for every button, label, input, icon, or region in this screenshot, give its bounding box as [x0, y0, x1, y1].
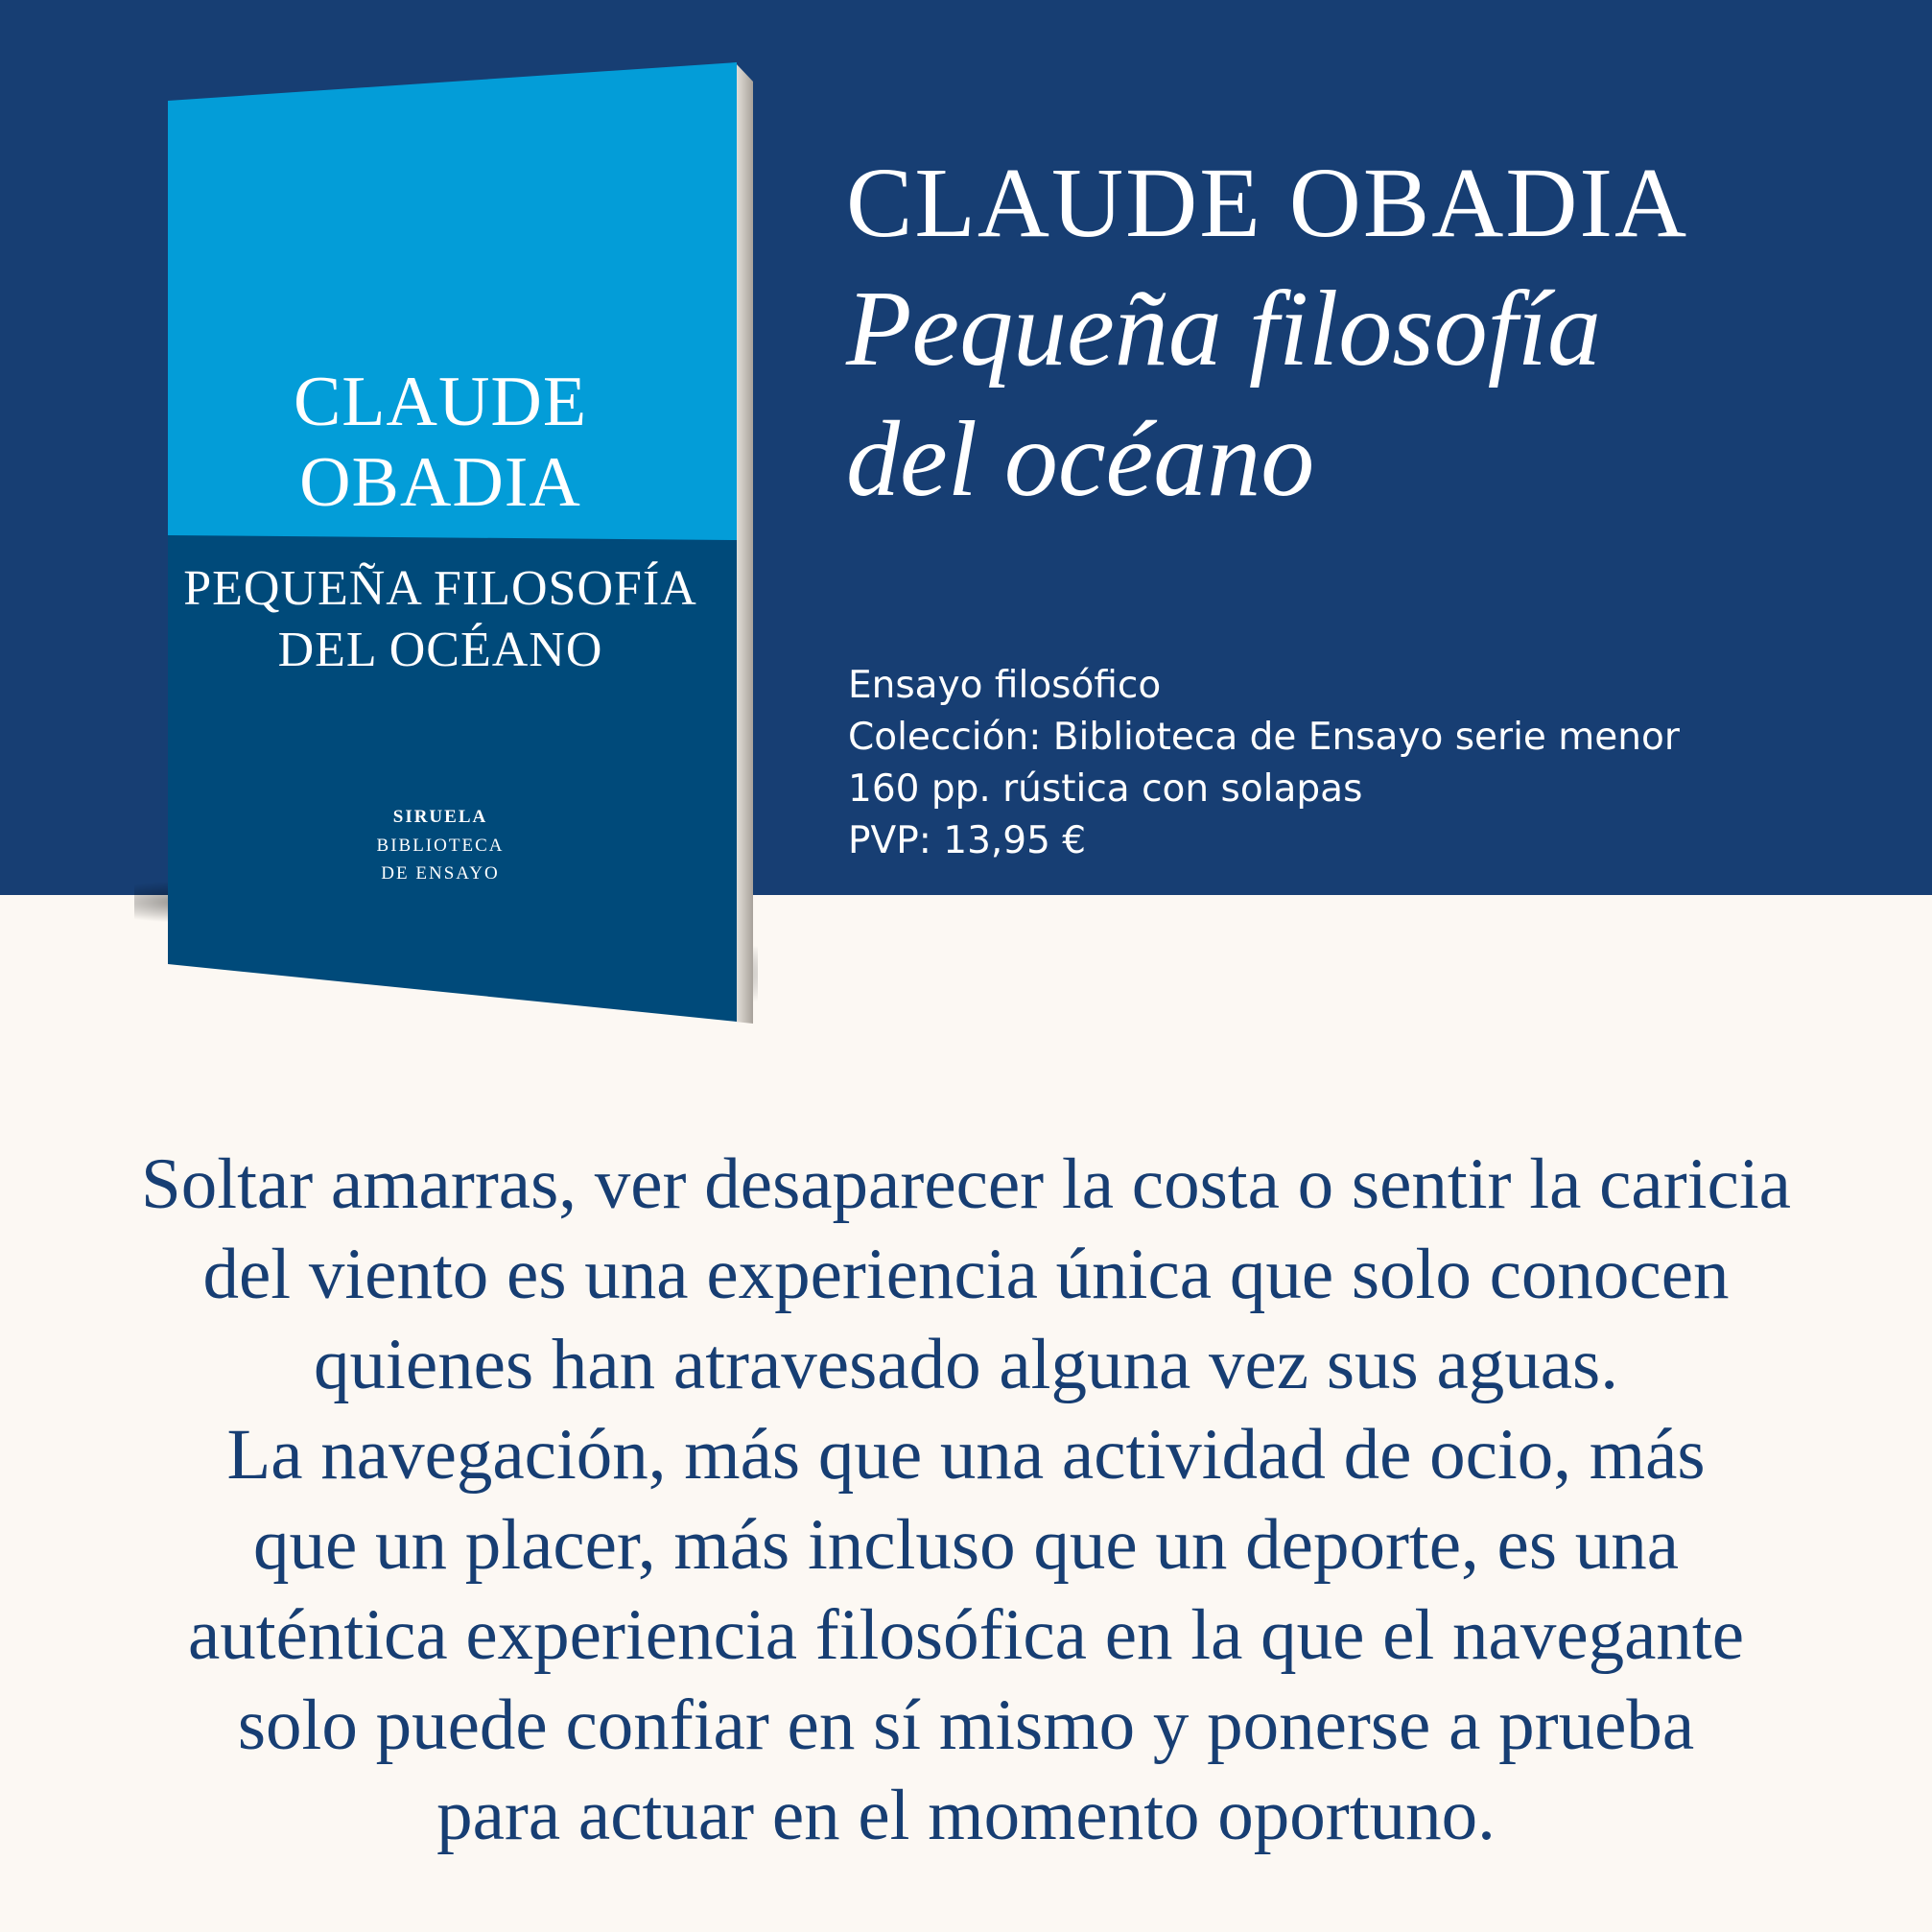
headline-title-line: del océano — [846, 400, 1315, 519]
book-details — [848, 660, 1680, 867]
headline-author: CLAUDE OBADIA — [846, 148, 1689, 258]
book-pages-edge — [735, 62, 753, 1024]
synopsis-line: La navegación, más que una actividad de ocio, más — [226, 1415, 1706, 1495]
synopsis-line: solo puede confiar en sí mismo y ponerse a prueba — [237, 1685, 1695, 1765]
synopsis-line: para actuar en el momento oportuno. — [436, 1776, 1496, 1855]
book-cover-illustration — [134, 53, 758, 1036]
synopsis-line: del viento es una experiencia única que solo conocen — [202, 1235, 1730, 1314]
book-cover — [134, 53, 758, 1036]
cover-author — [167, 362, 714, 523]
headline-title — [846, 264, 1601, 525]
book-genre: Ensayo filosófico — [848, 664, 1162, 707]
cover-publisher: SIRUELA — [392, 807, 488, 827]
cover-author-line: CLAUDE — [293, 363, 588, 441]
cover-title-line: DEL OCÉANO — [277, 623, 603, 677]
cover-series-line: DE ENSAYO — [381, 863, 500, 884]
book-format: 160 pp. rústica con solapas — [848, 767, 1363, 811]
synopsis-line: que un placer, más incluso que un deporte, es una — [252, 1505, 1680, 1585]
cover-author-line: OBADIA — [299, 443, 581, 522]
book-price: PVP: 13,95 € — [848, 819, 1087, 862]
headline-title-line: Pequeña filosofía — [846, 270, 1602, 389]
synopsis — [38, 1140, 1894, 1861]
cover-title — [167, 558, 714, 681]
synopsis-line: quienes han atravesado alguna vez sus aguas. — [314, 1325, 1618, 1404]
synopsis-line: Soltar amarras, ver desaparecer la costa o sentir la caricia — [141, 1144, 1791, 1224]
cover-series-line: BIBLIOTECA — [376, 836, 505, 856]
synopsis-line: auténtica experiencia filosófica en la que el navegante — [187, 1595, 1745, 1675]
cover-title-line: PEQUEÑA FILOSOFÍA — [183, 561, 697, 616]
book-collection: Colección: Biblioteca de Ensayo serie menor — [848, 716, 1680, 759]
